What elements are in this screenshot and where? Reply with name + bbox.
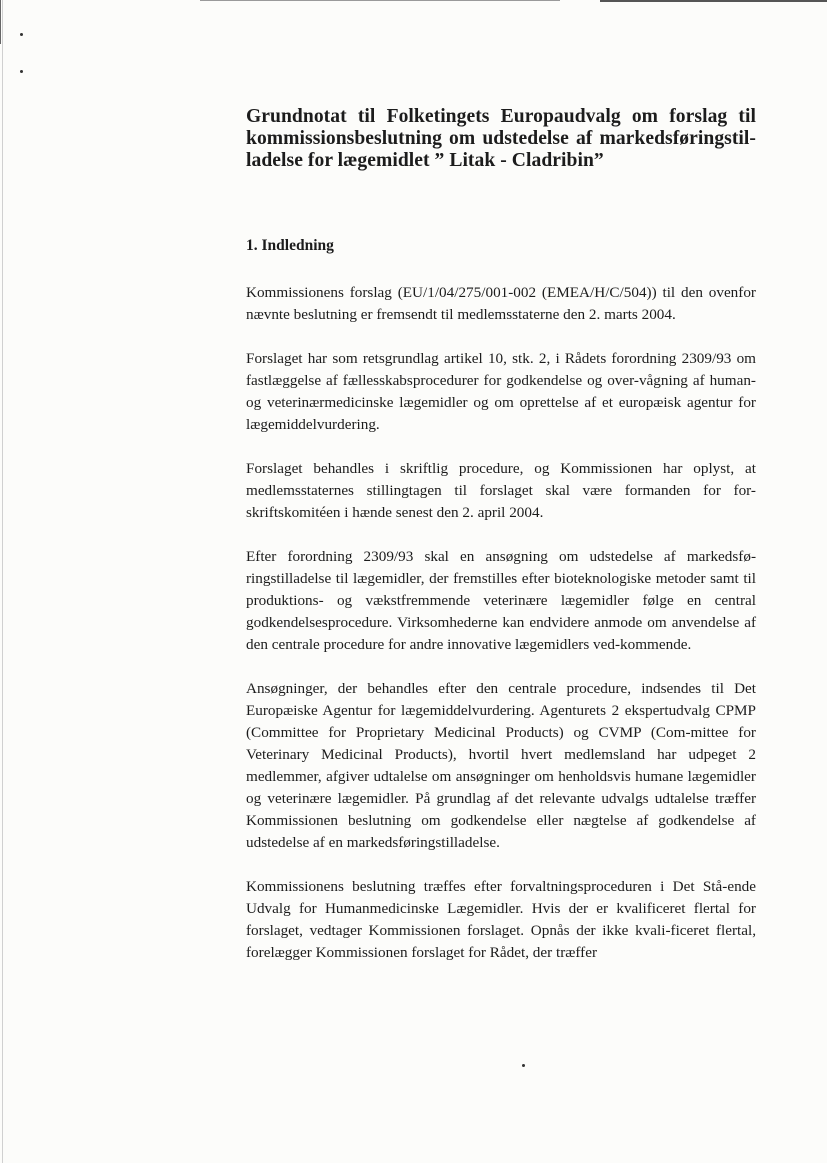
paragraph: Kommissionens beslutning træffes efter forvaltningsproceduren i Det Stå-ende Udvalg for Humanmedicinske Lægemidler. Hvis der er kvalificeret flertal for forslaget, vedtager Kommissionen forslaget. Opnås der ikke kvali-ficeret flertal, forelægger Kommissionen forslaget for Rådet, der træffer bbox=[246, 878, 756, 961]
document-title: Grundnotat til Folketingets Europaudvalg om forslag til kommissionsbeslutning om udstedelse af markedsføringstil-ladelse for lægemidlet ” Litak - Cladribin” bbox=[246, 106, 756, 171]
scan-speck bbox=[522, 1064, 525, 1067]
paragraph: Kommissionens forslag (EU/1/04/275/001-002 (EMEA/H/C/504)) til den ovenfor nævnte beslutning er fremsendt til medlemsstaterne den 2. marts 2004. bbox=[246, 284, 756, 323]
scan-mark bbox=[0, 0, 1, 44]
scan-speck bbox=[20, 70, 23, 73]
section-heading: 1. Indledning bbox=[246, 237, 334, 254]
scan-speck bbox=[20, 33, 23, 36]
paragraph: Ansøgninger, der behandles efter den centrale procedure, indsendes til Det Europæiske Agentur for lægemiddelvurdering. Agenturets 2 ekspertudvalg CPMP (Committee for Proprietary Medicinal Products) og CVMP (Com-mittee for Veterinary Medicinal Products), hvortil hvert medlemsland har udpeget 2 medlemmer, afgiver udtalelse om ansøgninger om henholdsvis humane lægemidler og veterinære lægemidler. På grundlag af det relevante udvalgs udtalelse træffer Kommissionen beslutning om godkendelse eller nægtelse af godkendelse af udstedelse af en markedsføringstilladelse. bbox=[246, 680, 756, 851]
paragraph: Efter forordning 2309/93 skal en ansøgning om udstedelse af markedsfø-ringstilladelse til lægemidler, der fremstilles efter bioteknologiske metoder samt til produktions- og vækstfremmende veterinære lægemidler følge en central godkendelsesprocedure. Virksomhederne kan endvidere anmode om anvendelse af den centrale procedure for andre innovative lægemidlers ved-kommende. bbox=[246, 548, 756, 653]
paragraph: Forslaget har som retsgrundlag artikel 10, stk. 2, i Rådets forordning 2309/93 om fastlæggelse af fællesskabsprocedurer for godkendelse og over-vågning af human- og veterinærmedicinske lægemidler og om oprettelse af et europæisk agentur for lægemiddelvurdering. bbox=[246, 350, 756, 433]
scan-edge-top bbox=[200, 0, 560, 1]
document-page bbox=[246, 106, 756, 964]
scan-edge-left bbox=[2, 0, 3, 1163]
scan-edge-top-right bbox=[600, 0, 827, 2]
paragraph: Forslaget behandles i skriftlig procedure, og Kommissionen har oplyst, at medlemsstaternes stillingtagen til forslaget skal være formanden for for-skriftskomitéen i hænde senest den 2. april 2004. bbox=[246, 460, 756, 521]
